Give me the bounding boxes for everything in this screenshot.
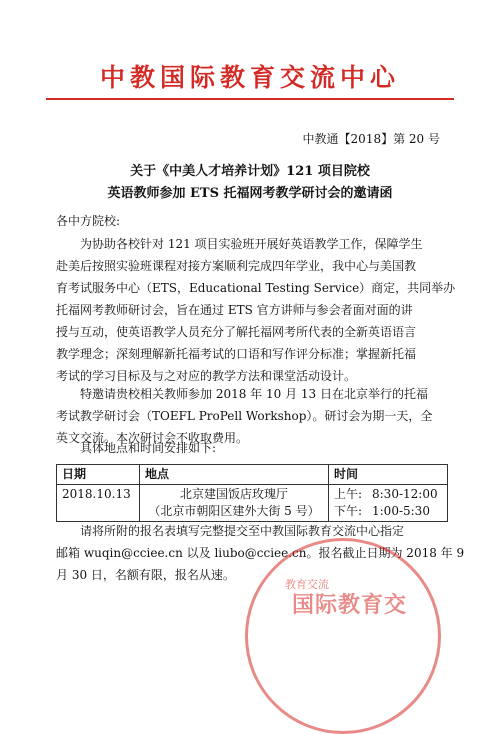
place-name: 北京建国饭店玫瑰厅 [179,487,288,501]
seal-text: 国际教育交 [292,593,408,618]
time-morning: 上午: 8:30-12:00 [334,487,438,501]
place-address: （北京市朝阳区建外大街 5 号） [148,504,320,518]
table-header-row [57,465,448,485]
schedule-table [56,464,448,522]
paragraph-line: 请将所附的报名表填写完整提交至中教国际教育交流中心指定 [80,524,405,538]
seal-top-text: 教育交流 [285,578,329,591]
table-row [57,485,448,522]
paragraph-line: 邮箱 wuqin@cciee.cn 以及 liubo@cciee.cn。报名截止日期为 2018 年 9 [56,546,465,560]
document-number: 中教通【2018】第 20 号 [302,132,440,146]
paragraph-line: 教学理念；深刻理解新托福考试的口语和写作评分标准；掌握新托福 [56,347,417,361]
paragraph-line: 赴美后按照实验班课程对接方案顺利完成四年学业，我中心与美国教 [56,259,417,273]
cell-date: 2018.10.13 [57,485,140,522]
cell-time [329,485,448,522]
official-seal [245,538,441,734]
header-time: 时间 [329,465,448,485]
document-title [0,161,500,205]
paragraph-line: 考试的学习目标及与之对应的教学方法和课堂活动设计。 [56,369,357,383]
letterhead: 中教国际教育交流中心 [99,63,400,92]
paragraph-line: 授与互动，使英语教学人员充分了解托福网考所代表的全新英语语言 [56,325,417,339]
paragraph-line: 育考试服务中心（ETS，Educational Testing Service）商定，共同举办 [56,281,456,295]
time-afternoon: 下午: 1:00-5:30 [334,504,430,518]
salutation: 各中方院校: [56,214,121,228]
header-place: 地点 [140,465,329,485]
paragraph-schedule-intro: 具体地点和时间安排如下: [80,441,217,455]
paragraph-line: 英文交流。本次研讨会不收取费用。 [56,431,249,445]
paragraph-line: 考试教学研讨会（TOEFL ProPell Workshop）。研讨会为期一天，全 [56,409,433,423]
paragraph-line: 月 30 日，名额有限，报名从速。 [56,568,235,582]
paragraph-line: 特邀请贵校相关教师参加 2018 年 10 月 13 日在北京举行的托福 [80,387,428,401]
cell-place [140,485,329,522]
paragraph-purpose [56,233,456,387]
title-line-2: 英语教师参加 ETS 托福网考教学研讨会的邀请函 [107,186,393,201]
letterhead-rule [46,98,454,100]
paragraph-line: 为协助各校针对 121 项目实验班开展好英语教学工作，保障学生 [80,237,423,251]
header-date: 日期 [57,465,140,485]
paragraph-line: 托福网考教师研讨会，旨在通过 ETS 官方讲师与参会者面对面的讲 [56,303,413,317]
title-line-1: 关于《中美人才培养计划》121 项目院校 [130,164,370,179]
